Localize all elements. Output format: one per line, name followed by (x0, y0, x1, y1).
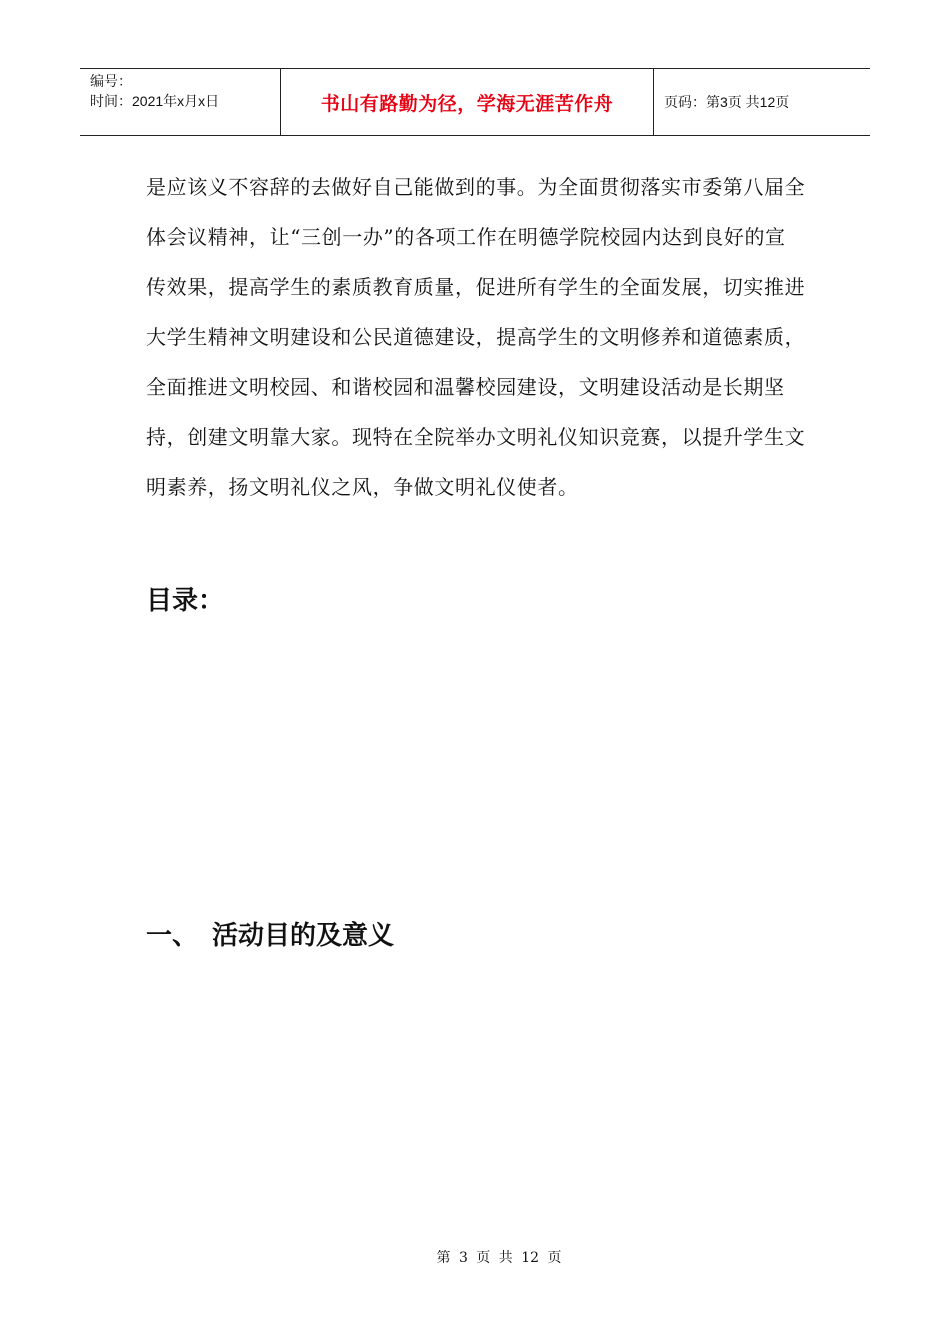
header-meta (80, 69, 281, 135)
page-footer: 第 3 页 共 12 页 (436, 1250, 562, 1266)
section-heading (146, 915, 394, 952)
page-header (80, 68, 870, 136)
header-page-info: 页码：第3页 共12页 (664, 94, 790, 110)
document-number-label: 编号： (90, 73, 132, 89)
toc-title: 目录： (146, 586, 225, 616)
document-time-label: 时间：2021年x月x日 (90, 93, 220, 109)
section-number: 一、 (146, 921, 199, 951)
body-paragraph: 是应该义不容辞的去做好自己能做到的事。为全面贯彻落实市委第八届全体会议精神，让“三创一办”的各项工作在明德学院校园内达到良好的宣传效果，提高学生的素质教育质量，促进所有学生的全面发展，切实推进大学生精神文明建设和公民道德建设，提高学生的文明修养和道德素质，全面推进文明校园、和谐校园和温馨校园建设，文明建设活动是长期坚持，创建文明靠大家。现特在全院举办文明礼仪知识竞赛，以提升学生文明素养，扬文明礼仪之风，争做文明礼仪使者。 (146, 175, 806, 499)
body-content (146, 162, 806, 512)
section-title: 活动目的及意义 (212, 921, 395, 951)
header-motto: 书山有路勤为径，学海无涯苦作舟 (281, 69, 654, 135)
